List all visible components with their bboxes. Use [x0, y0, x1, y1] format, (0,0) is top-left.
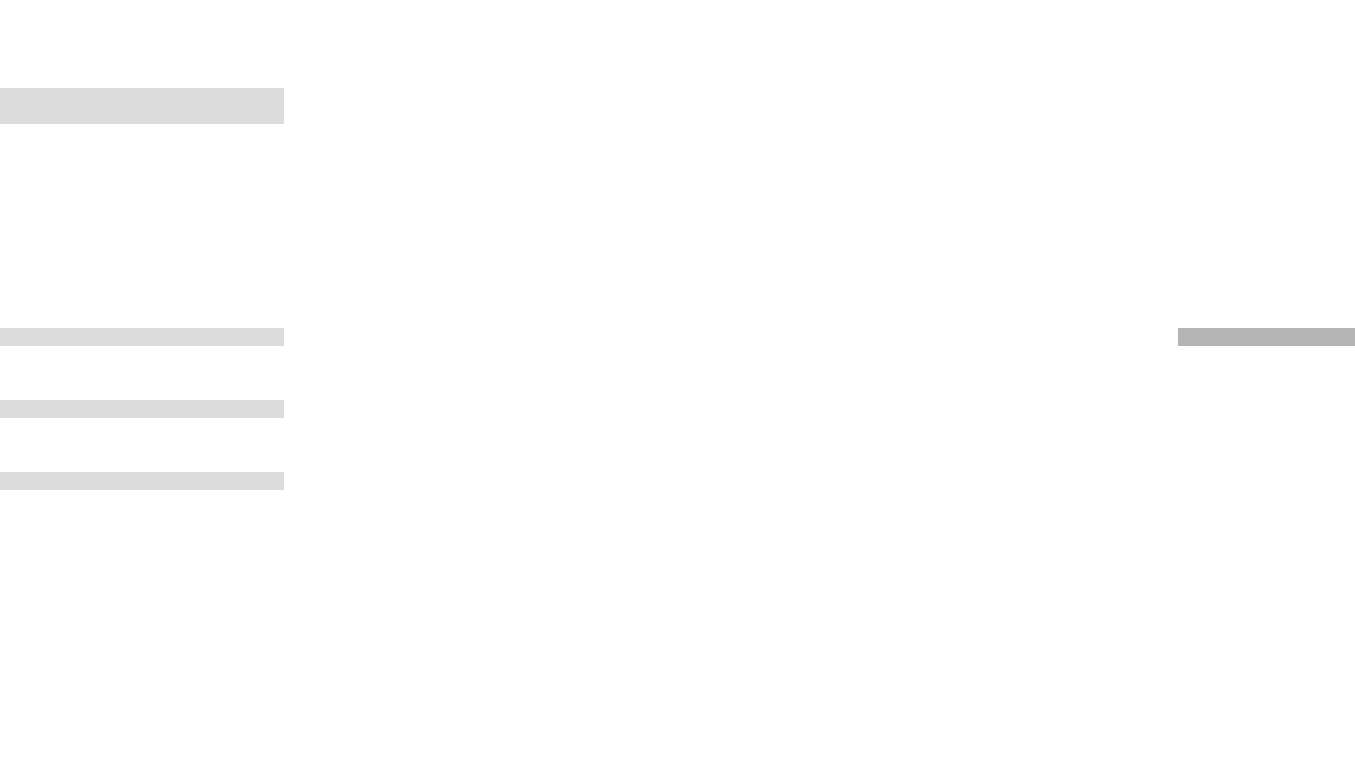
prev-avg-high — [463, 436, 551, 454]
prev-avgs-heading — [0, 400, 284, 418]
compare-row-label — [0, 490, 284, 508]
prev-avg-row-label — [0, 418, 284, 436]
title-line-3 — [285, 51, 1070, 69]
compare-heading — [0, 472, 284, 490]
prev-avg-low — [1000, 436, 1088, 454]
prev-hl-label — [0, 436, 284, 454]
curr-avg-high — [463, 364, 551, 382]
last-year-note — [1178, 328, 1355, 346]
curr-avg-row-label — [0, 346, 284, 364]
curr-hl-label — [0, 364, 284, 382]
compare-hi — [463, 508, 551, 526]
earlier-heading — [2, 544, 286, 562]
curr-avg-low — [1000, 364, 1088, 382]
title-line-2 — [285, 33, 1070, 51]
curr-avgs-heading — [0, 328, 284, 346]
title-line-1 — [285, 15, 1070, 33]
compare-lo — [1000, 508, 1088, 526]
header-label-2 — [0, 106, 284, 124]
compare-hl-label — [0, 508, 284, 526]
header-label-1 — [0, 88, 284, 106]
